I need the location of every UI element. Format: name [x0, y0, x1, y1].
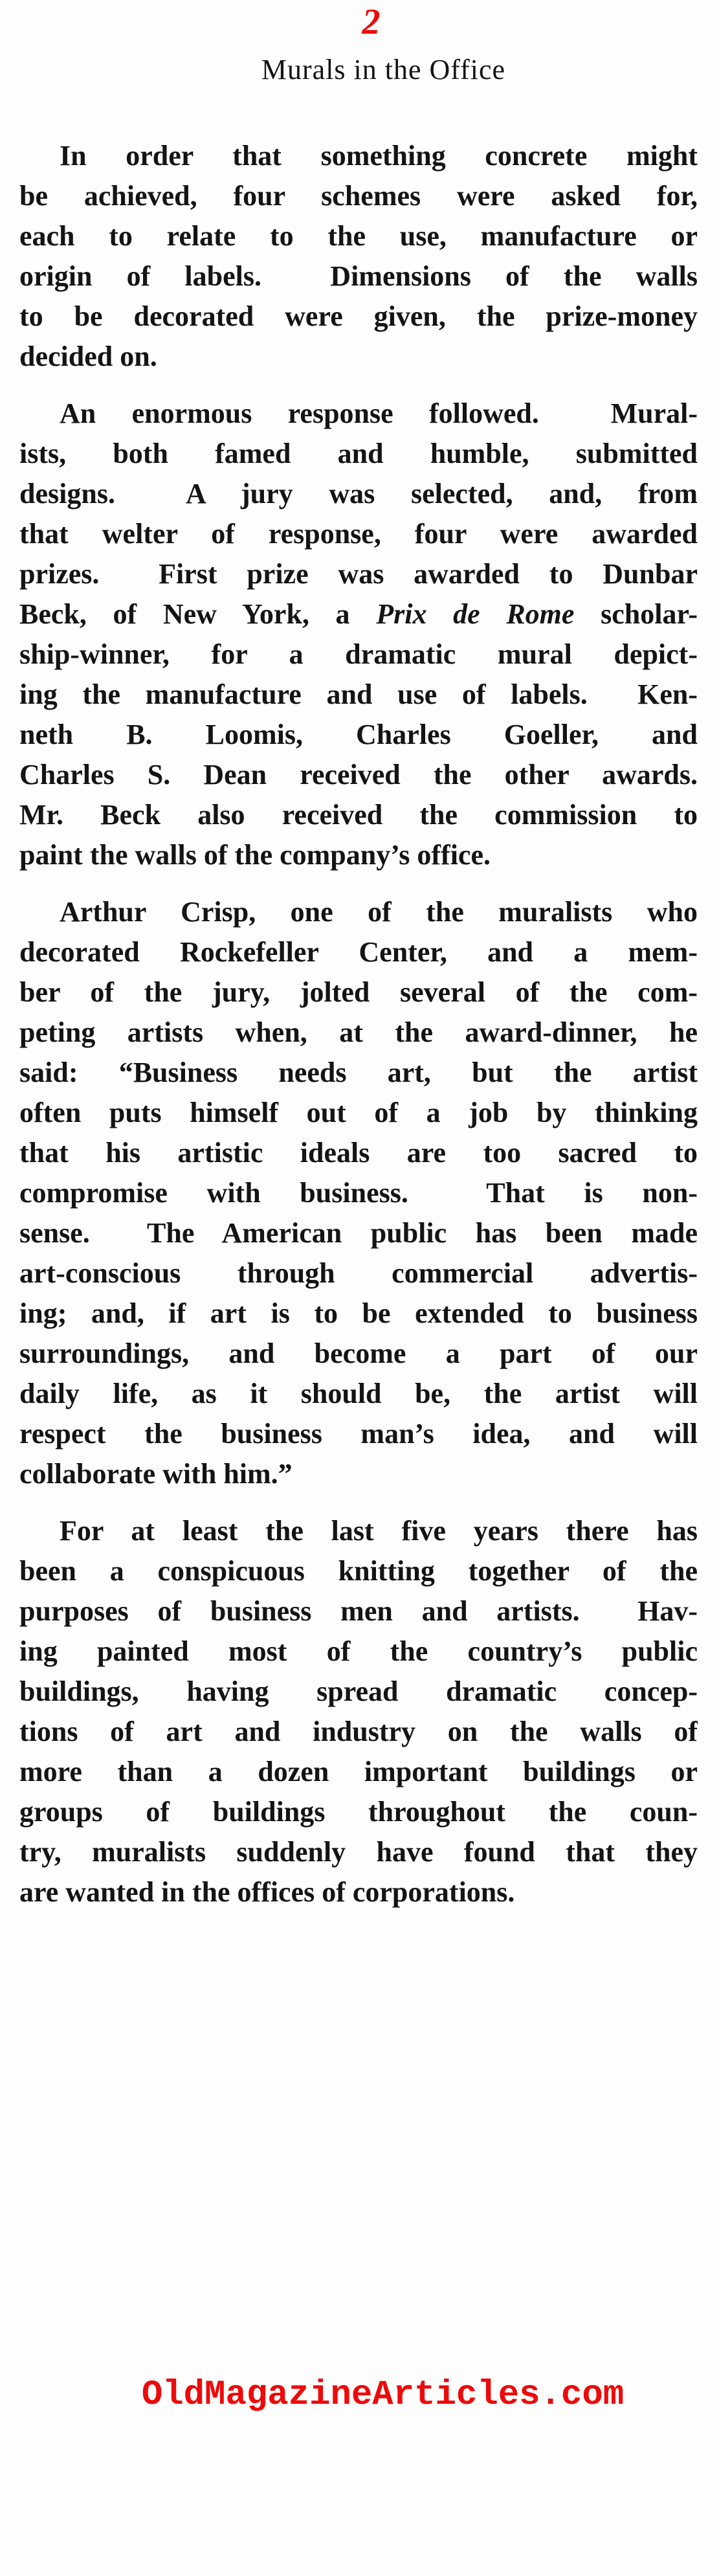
- text-line: decorated Rockefeller Center, and a mem-: [19, 936, 698, 968]
- text-line: purposes of business men and artists. Hav-: [19, 1595, 698, 1627]
- text-line: designs. A jury was selected, and, from: [19, 478, 698, 510]
- text-line: prizes. First prize was awarded to Dunbar: [19, 558, 698, 590]
- paragraph: [19, 1511, 698, 1912]
- text-line: respect the business man’s idea, and will: [19, 1418, 698, 1450]
- text-line: In order that something concrete might: [60, 140, 698, 172]
- text-line: often puts himself out of a job by thinking: [19, 1097, 698, 1128]
- text-line: ship-winner, for a dramatic mural depict-: [19, 638, 698, 670]
- text-line: Mr. Beck also received the commission to: [19, 799, 698, 831]
- text-line: try, muralists suddenly have found that they: [19, 1836, 698, 1868]
- text-line: For at least the last five years there has: [60, 1515, 698, 1547]
- paragraph: [19, 892, 698, 1494]
- text-line: paint the walls of the company’s office.: [19, 839, 491, 871]
- article-title: Murals in the Office: [261, 54, 506, 85]
- text-line: Arthur Crisp, one of the muralists who: [60, 896, 698, 928]
- text-line: Beck, of New York, a Prix de Rome scholar-: [19, 598, 698, 630]
- text-line: origin of labels. Dimensions of the walls: [19, 260, 698, 292]
- text-line: An enormous response followed. Mural-: [60, 398, 698, 429]
- text-line: said: “Business needs art, but the artist: [19, 1057, 698, 1088]
- text-line: that his artistic ideals are too sacred to: [19, 1137, 698, 1169]
- text-line: to be decorated were given, the prize-money: [19, 300, 698, 332]
- footer-watermark: OldMagazineArticles.com: [141, 2375, 625, 2415]
- paragraph: [19, 136, 698, 377]
- text-line: compromise with business. That is non-: [19, 1177, 698, 1209]
- text-line: ing painted most of the country’s public: [19, 1635, 698, 1667]
- text-line: decided on.: [19, 341, 157, 372]
- text-line: ists, both famed and humble, submitted: [19, 438, 698, 469]
- article-body: [19, 136, 698, 1912]
- text-line: ing the manufacture and use of labels. Ken-: [19, 678, 698, 710]
- text-line: been a conspicuous knitting together of the: [19, 1555, 698, 1587]
- text-line: ing; and, if art is to be extended to business: [19, 1297, 698, 1329]
- text-line: ber of the jury, jolted several of the com-: [19, 976, 698, 1008]
- text-line: art-conscious through commercial advertis-: [19, 1257, 698, 1289]
- text-line: buildings, having spread dramatic concep-: [19, 1675, 698, 1707]
- text-line: collaborate with him.”: [19, 1458, 293, 1490]
- text-line: more than a dozen important buildings or: [19, 1756, 698, 1787]
- text-line: neth B. Loomis, Charles Goeller, and: [19, 719, 698, 750]
- text-line: sense. The American public has been made: [19, 1217, 698, 1249]
- text-line: groups of buildings throughout the coun-: [19, 1796, 698, 1828]
- text-line: daily life, as it should be, the artist will: [19, 1378, 698, 1409]
- text-line: that welter of response, four were awarded: [19, 518, 698, 550]
- text-line: surroundings, and become a part of our: [19, 1338, 698, 1369]
- text-line: Charles S. Dean received the other awards.: [19, 759, 698, 790]
- text-line: tions of art and industry on the walls of: [19, 1716, 698, 1747]
- text-line: are wanted in the offices of corporations.: [19, 1876, 515, 1908]
- paragraph: [19, 394, 698, 875]
- text-line: peting artists when, at the award-dinner, he: [19, 1016, 698, 1048]
- page-number: 2: [362, 2, 381, 42]
- text-line: be achieved, four schemes were asked for,: [19, 180, 698, 212]
- text-line: each to relate to the use, manufacture or: [19, 220, 698, 252]
